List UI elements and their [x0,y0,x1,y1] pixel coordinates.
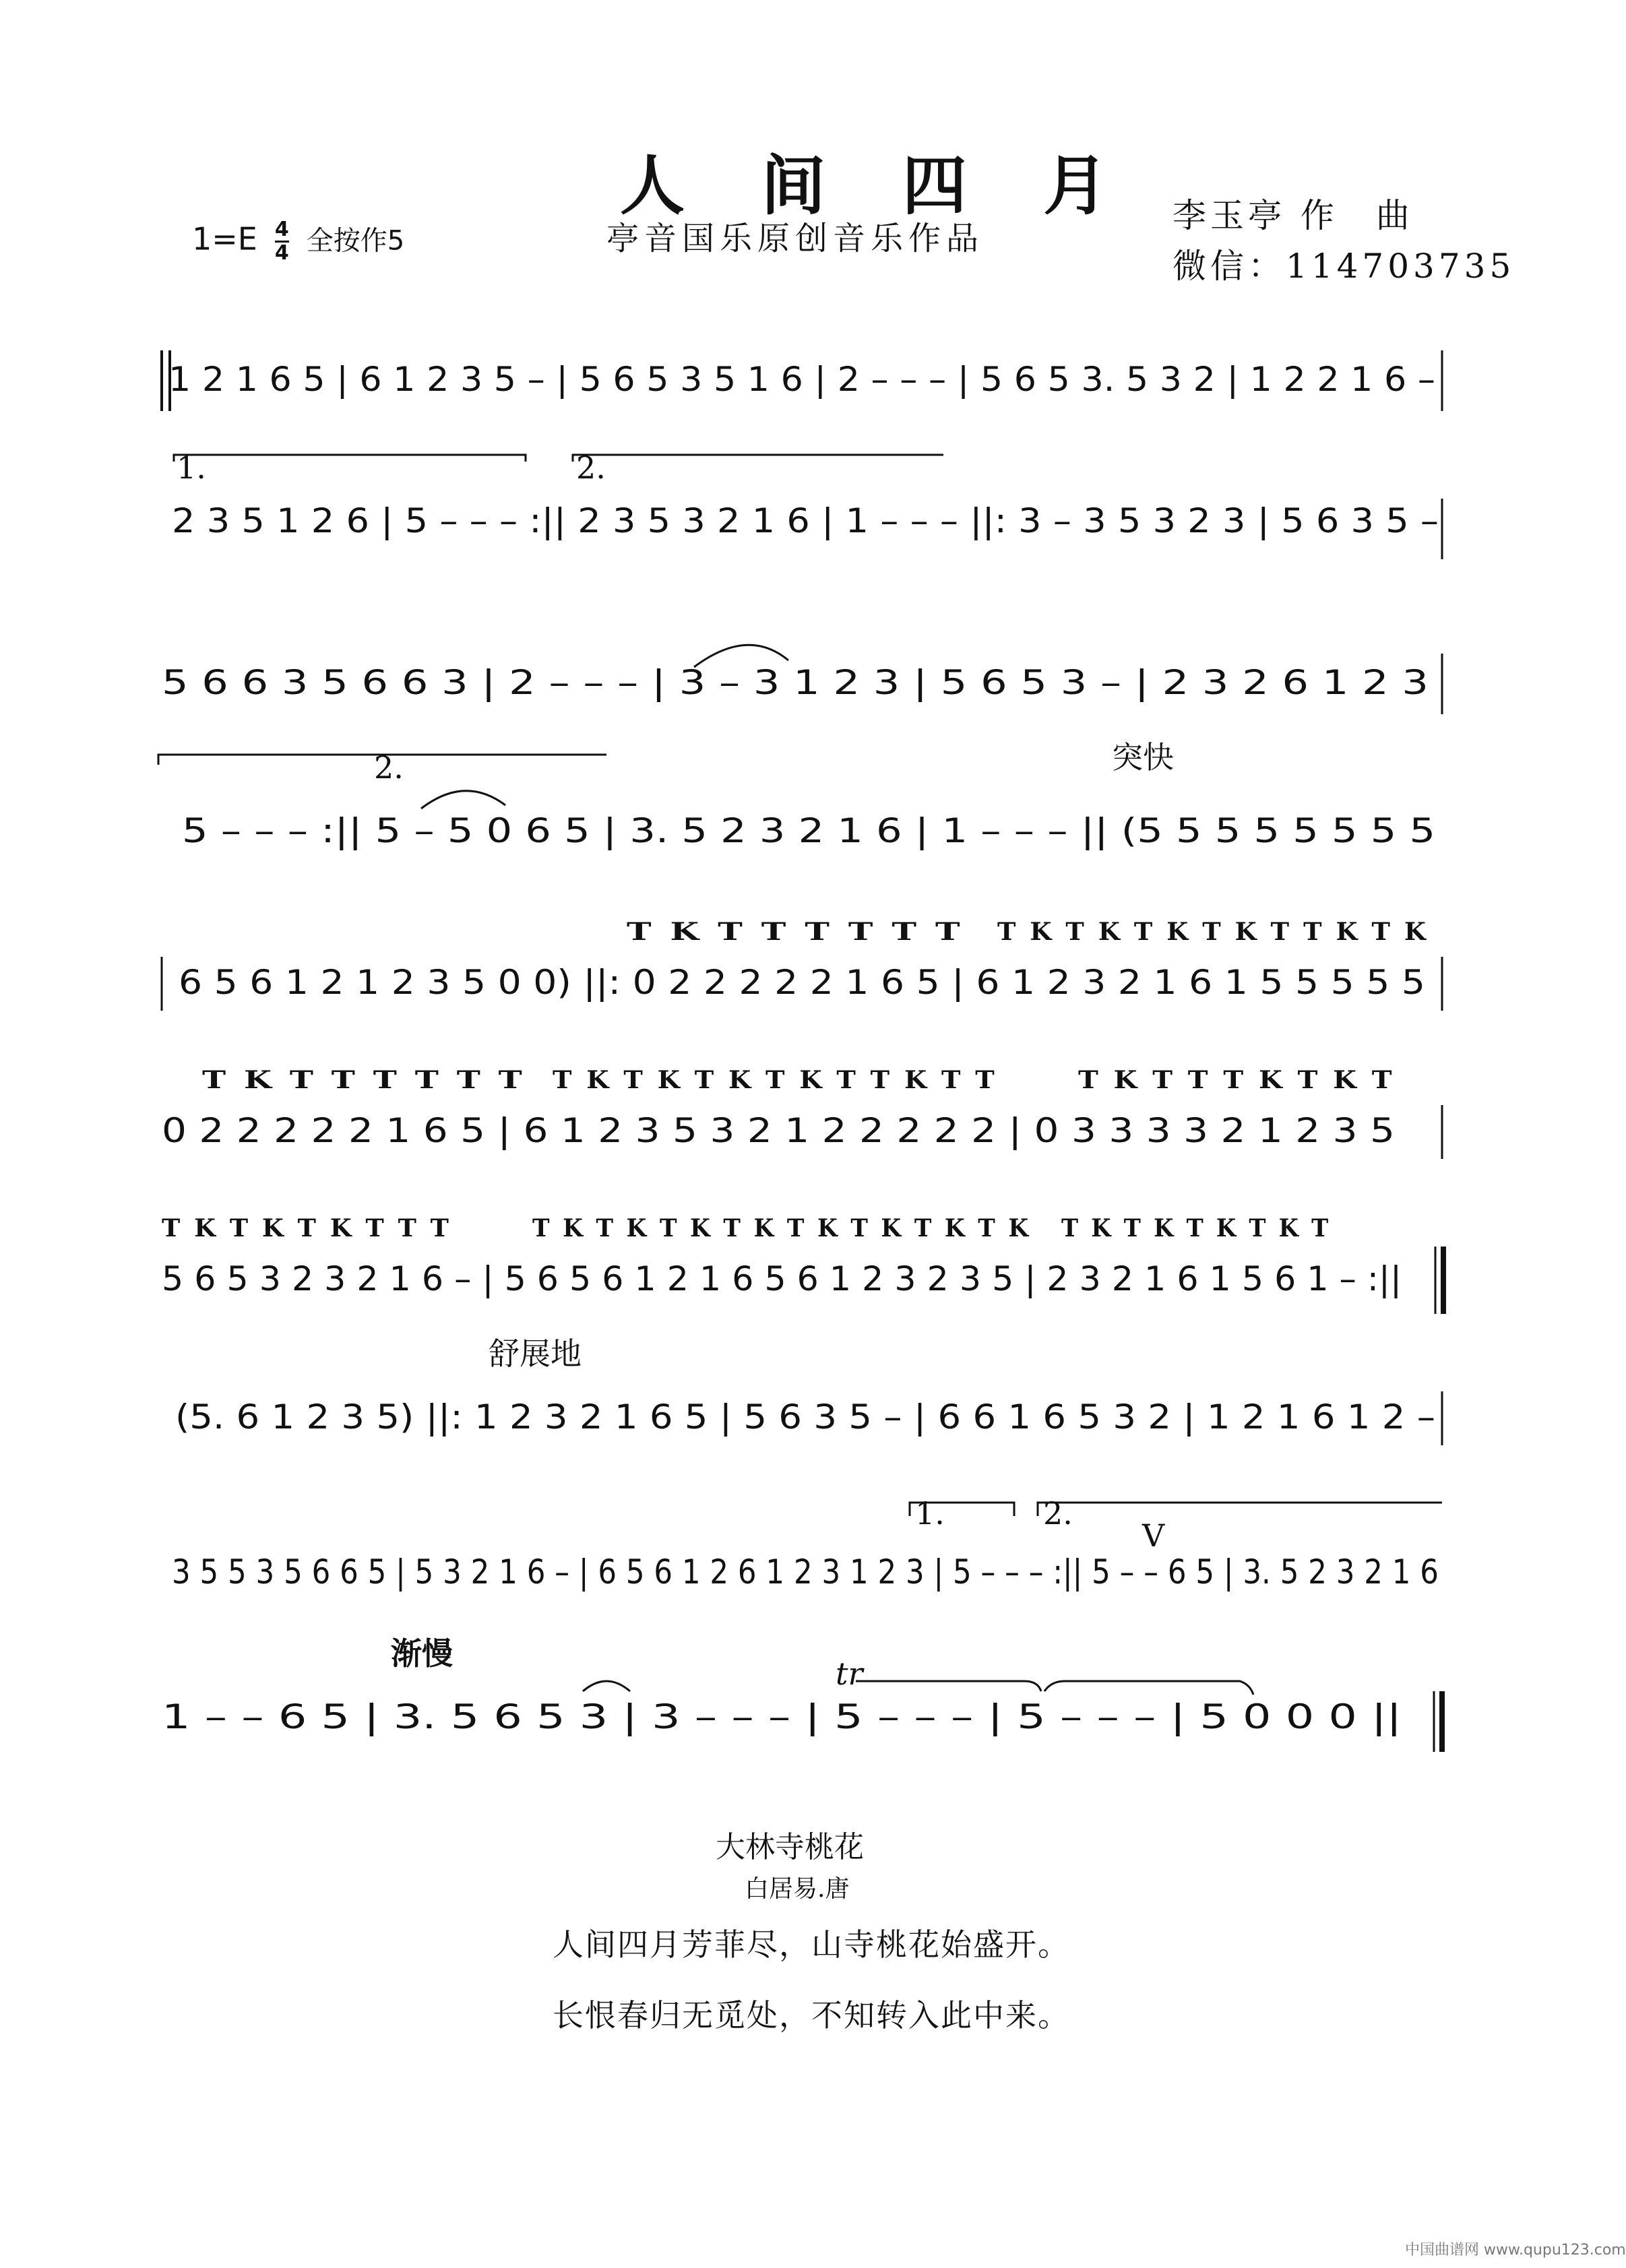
time-denominator: 4 [274,241,289,265]
tempo-jianman: 渐慢 [391,1635,453,1672]
tempo-tukuai: 突快 [1112,739,1174,776]
score-line-6 [0,1058,1603,1193]
fingering-note: 全按作5 [306,225,405,257]
tonguing-6b: T K T K T K T K T T K T T [553,1066,997,1094]
note-text: 5 6 5 3 2 3 2 1 6 – | 5 6 5 6 1 2 1 6 5 6 1 2 3 2 3 5 | 2 3 2 1 6 1 5 6 1 – :|| [162,1259,1402,1298]
score-line-10-graphic [0,1637,1603,1772]
key-signature [192,219,404,264]
score-line-3-graphic [0,613,1603,748]
score-line-8-graphic [0,1334,1603,1469]
score-line-9-graphic [0,1496,1603,1631]
score-subtitle: 亭音国乐原创音乐作品 [606,220,984,257]
time-signature [275,219,289,264]
score-line-1 [0,323,1603,458]
score-line-5-graphic [0,910,1603,1044]
note-text: 2 3 5 1 2 6 | 5 – – – :|| 2 3 5 3 2 1 6 | 1 – – – ||: 3 – 3 5 3 2 3 | 5 6 3 5 – [172,501,1439,540]
score-line-2 [0,451,1603,586]
score-line-3 [0,613,1603,748]
score-line-9 [0,1496,1603,1631]
score-line-2-graphic [0,451,1603,586]
watermark-logo: 中国曲谱网 www.qupu123.com [1405,2242,1626,2259]
poem-title: 大林寺桃花 [716,1830,864,1864]
volta-1: 1. [177,449,206,486]
poem-line-2: 长恨春归无觅处，不知转入此中来。 [553,1997,1070,2034]
note-text: (5. 6 1 2 3 5) ||: 1 2 3 2 1 6 5 | 5 6 3 5 – | 6 6 1 6 5 3 2 | 1 2 1 6 1 2 – [175,1397,1435,1437]
tonguing-7b: T K T K T K T K T K T K T K T K [532,1214,1031,1242]
score-line-7 [0,1206,1603,1341]
tonguing-7a: T K T K T K T T T [162,1214,451,1242]
tonguing-5a: T K T T T T T T [627,918,964,946]
score-line-10 [0,1637,1603,1772]
score-line-4 [0,739,1603,883]
note-text: 5 – – – :|| 5 – 5 0 6 5 | 3. 5 2 3 2 1 6 | 1 – – – || (5 5 5 5 5 5 5 5 [182,811,1435,850]
time-numerator: 4 [274,218,289,241]
tonguing-5b: T K T K T K T K T T K T K [997,918,1429,946]
score-line-5 [0,910,1603,1044]
score-line-1-graphic [0,323,1603,458]
score-line-8 [0,1334,1603,1469]
tempo-shuzhan: 舒展地 [489,1335,582,1372]
tonguing-6c: T K T T T K T K T [1078,1066,1395,1094]
note-text: 0 2 2 2 2 2 1 6 5 | 6 1 2 3 5 3 2 1 2 2 2 2 2 | 0 3 3 3 3 2 1 2 3 5 [162,1111,1395,1150]
wechat-contact: 微信：114703735 [1172,247,1515,286]
note-text: 5 6 6 3 5 6 6 3 | 2 – – – | 3 – 3 1 2 3 | 5 6 5 3 – | 2 3 2 6 1 2 3 [162,663,1429,702]
tonguing-6a: T K T T T T T T [202,1066,526,1094]
note-text: 3 5 5 3 5 6 6 5 | 5 3 2 1 6 – | 6 5 6 1 2 6 1 2 3 1 2 3 | 5 – – – :|| 5 – – 6 5 | 3. 5 2 3 2 1 6 [172,1552,1439,1592]
note-text: 1 – – 6 5 | 3. 5 6 5 3 | 3 – – – | 5 – – – | 5 – – – | 5 0 0 0 || [162,1697,1402,1736]
note-text: 6 5 6 1 2 1 2 3 5 0 0) ||: 0 2 2 2 2 2 1 6 5 | 6 1 2 3 2 1 6 1 5 5 5 5 5 [179,963,1425,1002]
poem-author: 白居易.唐 [745,1875,850,1903]
composer: 李玉亭 作 曲 [1172,196,1414,235]
volta-2: 2. [576,449,606,486]
score-line-6-graphic [0,1058,1603,1193]
volta-2-b: 2. [374,749,404,786]
trill-mark: tr [836,1656,863,1692]
score-line-4-graphic [0,739,1603,883]
poem-line-1: 人间四月芳菲尽，山寺桃花始盛开。 [553,1926,1070,1963]
volta-1-c: 1. [915,1495,945,1532]
key-label: 1=E [192,220,257,257]
note-text: 1 2 1 6 5 | 6 1 2 3 5 – | 5 6 5 3 5 1 6 | 2 – – – | 5 6 5 3. 5 3 2 | 1 2 2 1 6 – [168,360,1435,399]
score-title: 人 间 四 月 [620,148,1135,224]
breath-mark: V [1142,1517,1165,1554]
volta-2-c: 2. [1043,1495,1073,1532]
score-line-7-graphic [0,1206,1603,1341]
tonguing-7c: T K T K T K T K T [1061,1214,1331,1242]
